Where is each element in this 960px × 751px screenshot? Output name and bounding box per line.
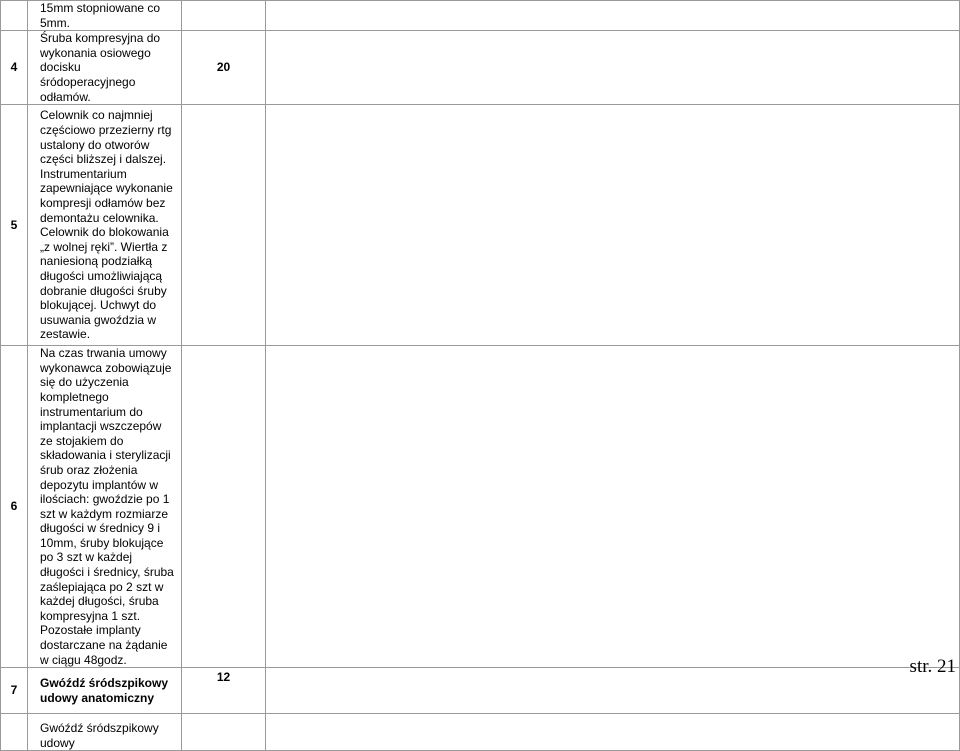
row-description-text: Gwóźdź śródszpikowy udowy — [40, 721, 159, 750]
table-row — [1, 31, 960, 105]
row-number: 4 — [1, 31, 28, 105]
table-row — [1, 714, 960, 751]
row-number: 6 — [1, 346, 28, 668]
row-number: 5 — [1, 105, 28, 346]
row-description — [28, 668, 182, 714]
row-quantity — [182, 1, 266, 31]
row-description — [28, 105, 182, 346]
row-empty-cell — [266, 31, 960, 105]
row-number — [1, 1, 28, 31]
row-description — [28, 1, 182, 31]
row-number: 7 — [1, 668, 28, 714]
row-description — [28, 346, 182, 668]
row-quantity: 12 — [182, 668, 266, 714]
table-row — [1, 105, 960, 346]
row-empty-cell — [266, 1, 960, 31]
row-description — [28, 31, 182, 105]
row-description-text: 15mm stopniowane co 5mm. — [40, 1, 161, 30]
row-quantity — [182, 105, 266, 346]
row-quantity: 20 — [182, 31, 266, 105]
row-description — [28, 714, 182, 751]
row-quantity — [182, 346, 266, 668]
table-row — [1, 346, 960, 668]
row-description-text: Śruba kompresyjna do wykonania osiowego docisku śródoperacyjnego odłamów. — [40, 31, 161, 104]
table-row — [1, 668, 960, 714]
row-number — [1, 714, 28, 751]
row-empty-cell — [266, 668, 960, 714]
row-empty-cell — [266, 714, 960, 751]
table-row — [1, 1, 960, 31]
row-empty-cell — [266, 346, 960, 668]
row-description-text: Celownik co najmniej częściowo przezierny rtg ustalony do otworów części bliższej i dalszej. Instrumentarium zapewniające wykonanie kompresji odłamów bez demontażu celownika. Celownik do blokowania „z wolnej ręki”. Wiertła z naniesioną podziałką długości umożliwiającą dobranie długości śruby blokującej. Uchwyt do usuwania gwoździa w zestawie. — [40, 108, 173, 342]
row-quantity — [182, 714, 266, 751]
row-description-text: Gwóźdź śródszpikowy udowy anatomiczny — [40, 676, 169, 705]
row-description-text: Na czas trwania umowy wykonawca zobowiązuje się do użyczenia kompletnego instrumentarium do implantacji wszczepów ze stojakiem do składowania i sterylizacji śrub oraz złożenia depozytu implantów w ilościach: gwoździe po 1 szt w każdym rozmiarze długości w średnicy 9 i 10mm, śruby blokujące po 3 szt w każdej długości i średnicy, śruba zaślepiająca po 2 szt w każdej długości, śruba kompresyjna 1 szt. Pozostałe implanty dostarczane na żądanie w ciągu 48godz. — [40, 346, 174, 667]
page-number: str. 21 — [909, 656, 956, 677]
row-empty-cell — [266, 105, 960, 346]
